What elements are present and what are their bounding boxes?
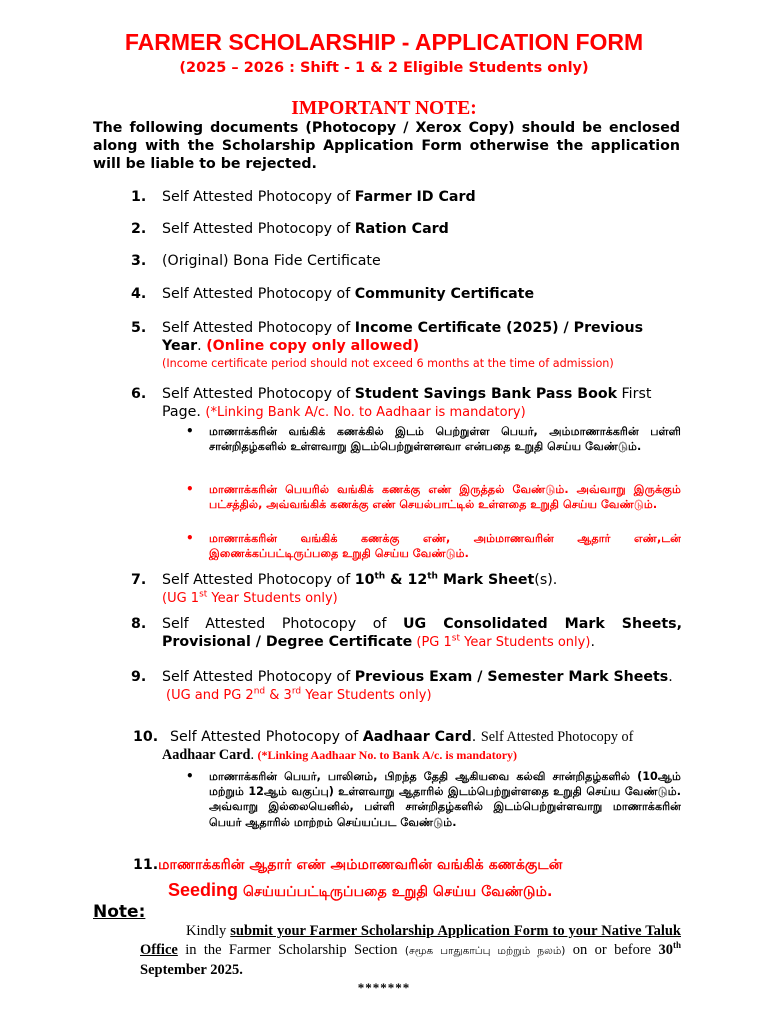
online-copy-note: (Online copy only allowed) [206,337,420,354]
note-date-sup: th [672,940,681,951]
document-item-9 [131,669,682,704]
item-number: 4. [131,286,147,302]
item-serif-bold: Aadhaar Card [162,746,251,763]
item-number: 11. [133,857,159,873]
bullet-aadhaar-details: • மாணாக்கரின் பெயர், பாலினம், பிறந்த தேதி ஆகியவை கல்வி சான்றிதழ்களில் (10ஆம் மற்றும் 12ஆம் வகுப்பு) உள்ளவாறு ஆதாரில் இடம்பெற்றுள்ளதை உறுதி செய்ய வேண்டும். அவ்வாறு இல்லையெனில், பள்ளி சான்றிதழ்களில் இடம்பெற்றுள்ளவாறு மாணாக்கரின் பெயர் ஆதாரில் மாற்றம் செய்யப்பட வேண்டும். [209,769,681,830]
item-number: 9. [131,669,147,685]
note-heading: Note: [93,902,146,922]
document-item-2 [131,221,682,239]
note-text: in the Farmer Scholarship Section [177,942,405,958]
note-text: Kindly [186,923,231,939]
note-part: Year Students only) [459,634,591,650]
bank-linking-note: (*Linking Bank A/c. No. to Aadhaar is mandatory) [205,404,526,420]
note-date: 30 [658,942,673,958]
item11-line1: மாணாக்கரின் ஆதார் எண் அம்மாணவரின் வங்கிக் கணக்குடன் [158,857,563,873]
note-part: (UG 1 [162,590,200,606]
item-number: 1. [131,189,147,205]
note-sup: rd [291,686,302,697]
pg-first-year-note [412,635,590,650]
bullet-bank-account: • மாணாக்கரின் பெயரில் வங்கிக் கணக்கு எண் இருத்தல் வேண்டும். அவ்வாறு இருக்கும் பட்சத்தில், அவ்வங்கிக் கணக்கு எண் செயல்பாட்டில் உள்ளதை உறுதி செய்ய வேண்டும். [209,482,681,512]
document-item-10 [133,729,682,764]
item-text: (Original) Bona Fide Certificate [162,253,381,269]
note-part: Year Students only) [207,590,338,606]
note-part: (UG and PG 2 [166,687,254,703]
note-part: (PG 1 [412,634,452,650]
item-bold-c: Mark Sheet [437,572,535,588]
note-sup: st [199,589,208,600]
item-bold-text: Previous Exam / Semester Mark Sheets [354,669,669,685]
item-text-post: . [668,669,673,685]
seeding-word: Seeding [168,880,239,900]
item-text: Self Attested Photocopy of [162,286,355,302]
note-sup: nd [253,686,266,697]
item-text: Self Attested Photocopy of [162,616,404,632]
note-text: on or before [565,942,659,958]
intro-paragraph: The following documents (Photocopy / Xerox Copy) should be enclosed along with the Scholarship Application Form otherwise the application will be liable to be rejected. [93,120,680,172]
item-number: 6. [131,386,147,402]
item-number: 10. [133,729,159,745]
item11-line2: செய்யப்பட்டிருப்பதை உறுதி செய்ய வேண்டும். [238,884,553,900]
item-text: Self Attested Photocopy of [162,572,355,588]
item-bold-text: Income Certificate (2025) / Previous Year [162,320,644,354]
page-title: FARMER SCHOLARSHIP - APPLICATION FORM [124,29,644,55]
item-sup-a: th [374,571,386,582]
item-text-post: . [197,337,207,354]
item-bold-text: UG Consolidated Mark Sheets, Provisional / Degree Certificate [162,616,682,650]
note-sup: st [451,633,460,644]
document-item-6 [131,386,682,421]
item-number: 2. [131,221,147,237]
item-bold-text: Ration Card [354,221,449,237]
item-text: Self Attested Photocopy of [162,669,355,685]
item-text: Self Attested Photocopy of [162,320,355,336]
bullet-bank-name: • மாணாக்கரின் வங்கிக் கணக்கில் இடம் பெற்றுள்ள பெயர், அம்மாணாக்கரின் பள்ளி சான்றிதழ்களில் உள்ளவாறு இடம்பெற்றுள்ளனவா என்பதை உறுதி செய்ய வேண்டும். [209,424,681,454]
ug-pg-year-note [166,688,432,703]
item-bold-text: Student Savings Bank Pass Book [354,386,618,402]
item-bold-text: Aadhaar Card [362,729,472,745]
important-note-heading: IMPORTANT NOTE: [291,98,477,119]
item-text-post: (s). [534,572,558,588]
item-text-post: . [590,633,595,650]
aadhaar-linking-note: (*Linking Aadhaar No. to Bank A/c. is mandatory) [257,747,518,762]
item-serif-text: Self Attested Photocopy of [480,729,634,745]
item-text: Self Attested Photocopy of [162,189,355,205]
note-submit-instruction: submit your Farmer Scholarship Application Form to your Native Taluk Office [140,923,681,958]
note-part: Year Students only) [301,687,432,703]
document-item-4 [131,286,682,304]
item-text: Self Attested Photocopy of [162,386,355,402]
item-serif-post: . [250,746,258,763]
page-subtitle: (2025 – 2026 : Shift - 1 & 2 Eligible Students only) [179,60,589,76]
note-part: & 3 [265,687,292,703]
document-item-1 [131,189,682,207]
item-text-post: . [471,729,481,745]
document-item-11 [133,853,683,905]
document-item-7 [131,571,682,607]
bullet-aadhaar-link: • மாணாக்கரின் வங்கிக் கணக்கு எண், அம்மாணவரின் ஆதார் எண்,டன் இணைக்கப்பட்டிருப்பதை உறுதி செய்ய வேண்டும். [209,531,681,561]
item-bold-text: Farmer ID Card [354,189,476,205]
item-sup-b: th [427,571,438,582]
end-stars: ******* [357,980,411,995]
item-text: Self Attested Photocopy of [170,729,363,745]
document-item-3 [131,253,682,271]
item-text-post: First Page. [162,386,652,420]
document-item-8 [131,616,682,651]
note-body [140,922,681,980]
income-period-note: (Income certificate period should not exceed 6 months at the time of admission) [162,357,614,370]
item-bold-a: 10 [354,572,375,588]
ug-first-year-note [162,591,338,606]
note-date-rest: September 2025. [140,962,243,978]
item-bold-b: & 12 [385,572,428,588]
document-item-5 [131,320,682,373]
item-number: 3. [131,253,147,269]
item-number: 5. [131,320,147,336]
item-bold-text: Community Certificate [354,286,535,302]
item-number: 8. [131,616,147,632]
item-text: Self Attested Photocopy of [162,221,355,237]
item-number: 7. [131,572,147,588]
note-section-tamil: (சமூக பாதுகாப்பு மற்றும் நலம்) [404,945,566,957]
